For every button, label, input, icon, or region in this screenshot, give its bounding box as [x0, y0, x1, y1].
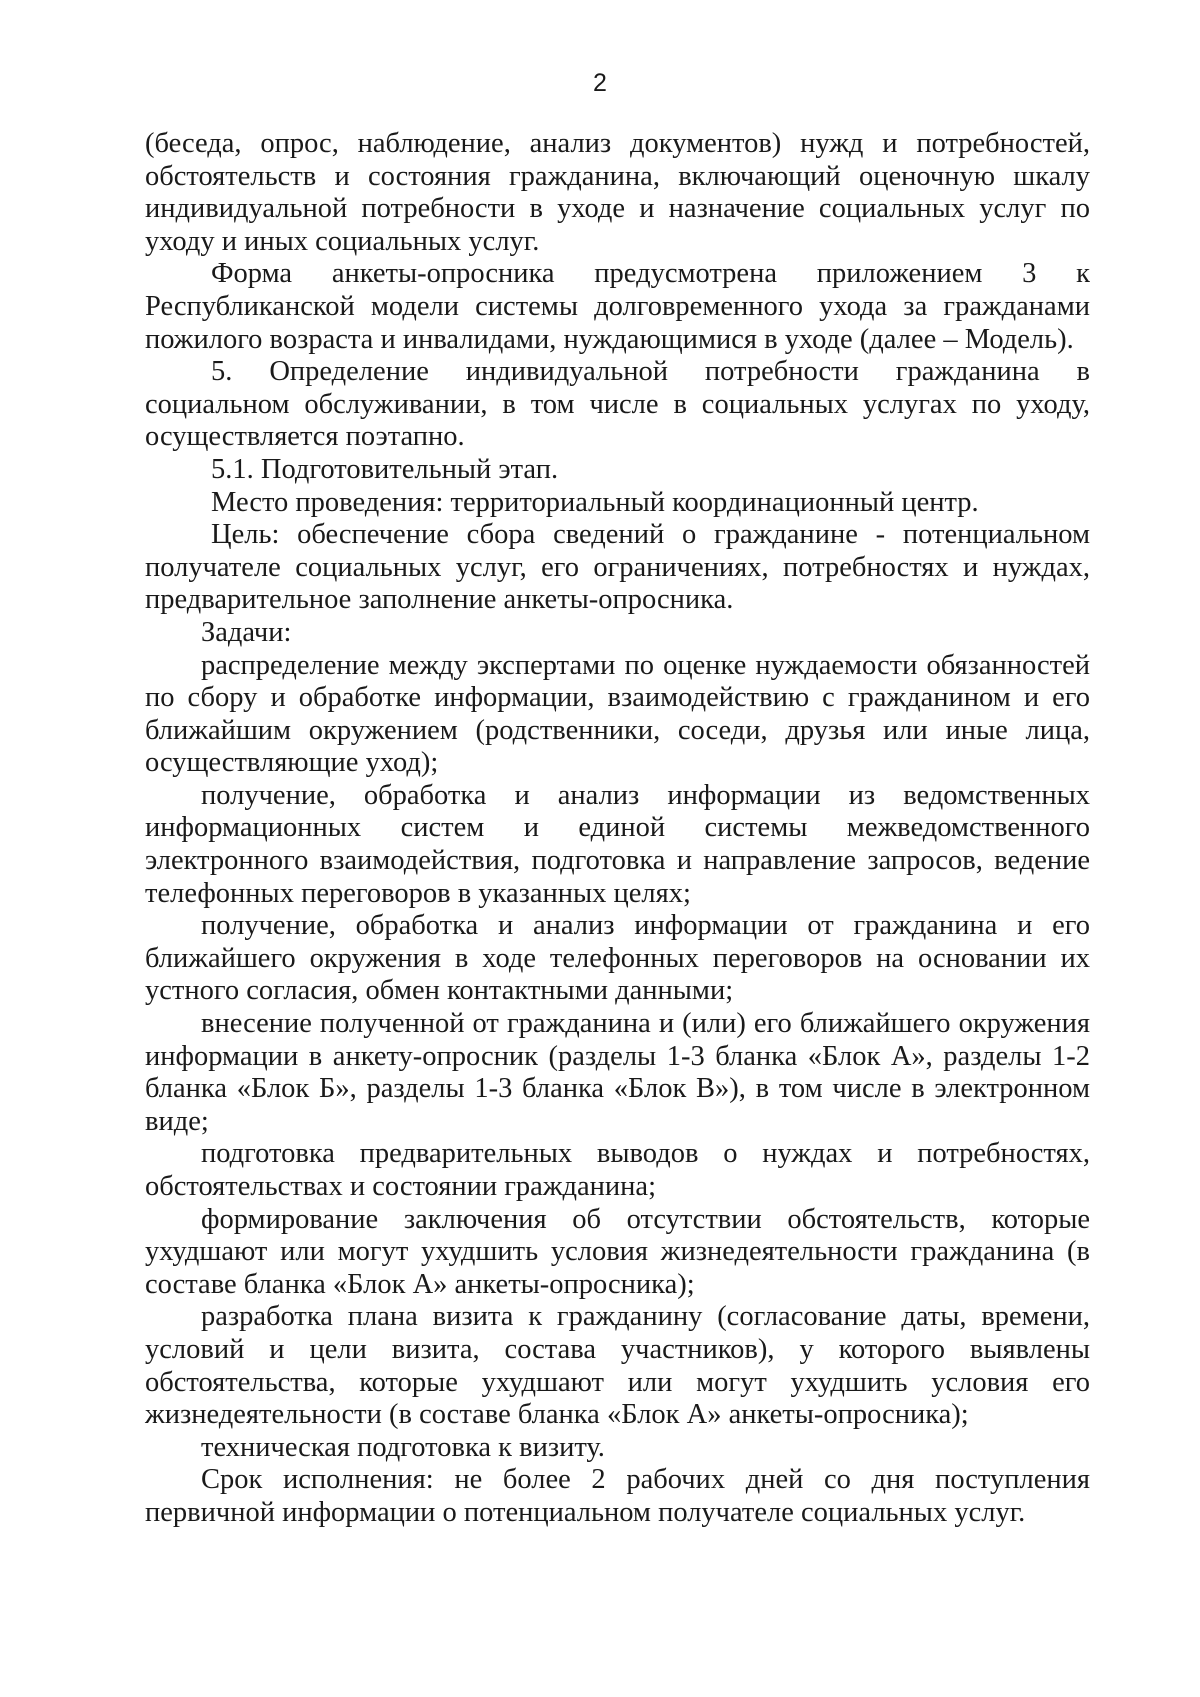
paragraph-deadline: Срок исполнения: не более 2 рабочих дней со дня поступления первичной информации о потенциальном получателе социальных услуг. [145, 1464, 1090, 1528]
paragraph-item-5-1: 5.1. Подготовительный этап. [211, 453, 559, 485]
task-visit-plan: разработка плана визита к гражданину (согласование даты, времени, условий и цели визита, состава участников), у которого выявлены обстоятельства, которые ухудшают или могут ухудшить условия его жизнедеятельности (в составе бланка «Блок А» анкеты-опросника); [145, 1301, 1090, 1431]
task-technical-preparation: техническая подготовка к визиту. [201, 1431, 605, 1463]
task-information-systems: получение, обработка и анализ информации из ведомственных информационных систем и единой системы межведомственного электронного взаимодействия, подготовка и направление запросов, ведение телефонных переговоров в указанных целях; [145, 779, 1090, 909]
paragraph-venue: Место проведения: территориальный координационный центр. [211, 486, 979, 518]
document-body [145, 128, 1090, 1530]
page-number: 2 [593, 69, 607, 97]
task-absence-conclusion: формирование заключения об отсутствии обстоятельств, которые ухудшают или могут ухудшить условия жизнедеятельности гражданина (в составе бланка «Блок А» анкеты-опросника); [145, 1203, 1090, 1300]
paragraph-questionnaire-form: Форма анкеты-опросника предусмотрена приложением 3 к Республиканской модели системы долговременного ухода за гражданами пожилого возраста и инвалидами, нуждающимися в уходе (далее – Модель). [145, 258, 1090, 355]
paragraph-tasks-heading: Задачи: [201, 616, 292, 648]
task-questionnaire-entry: внесение полученной от гражданина и (или) его ближайшего окружения информации в анкету-опросник (разделы 1-3 бланка «Блок А», разделы 1-2 бланка «Блок Б», разделы 1-3 бланка «Блок В»), в том числе в электронном виде; [145, 1008, 1090, 1137]
paragraph-item-5: 5. Определение индивидуальной потребности гражданина в социальном обслуживании, в том числе в социальных услугах по уходу, осуществляется поэтапно. [145, 356, 1090, 453]
task-distribution: распределение между экспертами по оценке нуждаемости обязанностей по сбору и обработке информации, взаимодействию с гражданином и его ближайшим окружением (родственники, соседи, друзья или иные лица, осуществляющие уход); [145, 649, 1090, 779]
task-phone-information: получение, обработка и анализ информации от гражданина и его ближайшего окружения в ходе телефонных переговоров на основании их устного согласия, обмен контактными данными; [145, 910, 1090, 1007]
task-preliminary-conclusions: подготовка предварительных выводов о нуждах и потребностях, обстоятельствах и состоянии гражданина; [145, 1138, 1090, 1202]
paragraph-goal: Цель: обеспечение сбора сведений о гражданине - потенциальном получателе социальных услуг, его ограничениях, потребностях и нуждах, предварительное заполнение анкеты-опросника. [145, 519, 1090, 616]
paragraph-assessment-description: (беседа, опрос, наблюдение, анализ документов) нужд и потребностей, обстоятельств и состояния гражданина, включающий оценочную шкалу индивидуальной потребности в уходе и назначение социальных услуг по уходу и иных социальных услуг. [145, 128, 1090, 257]
